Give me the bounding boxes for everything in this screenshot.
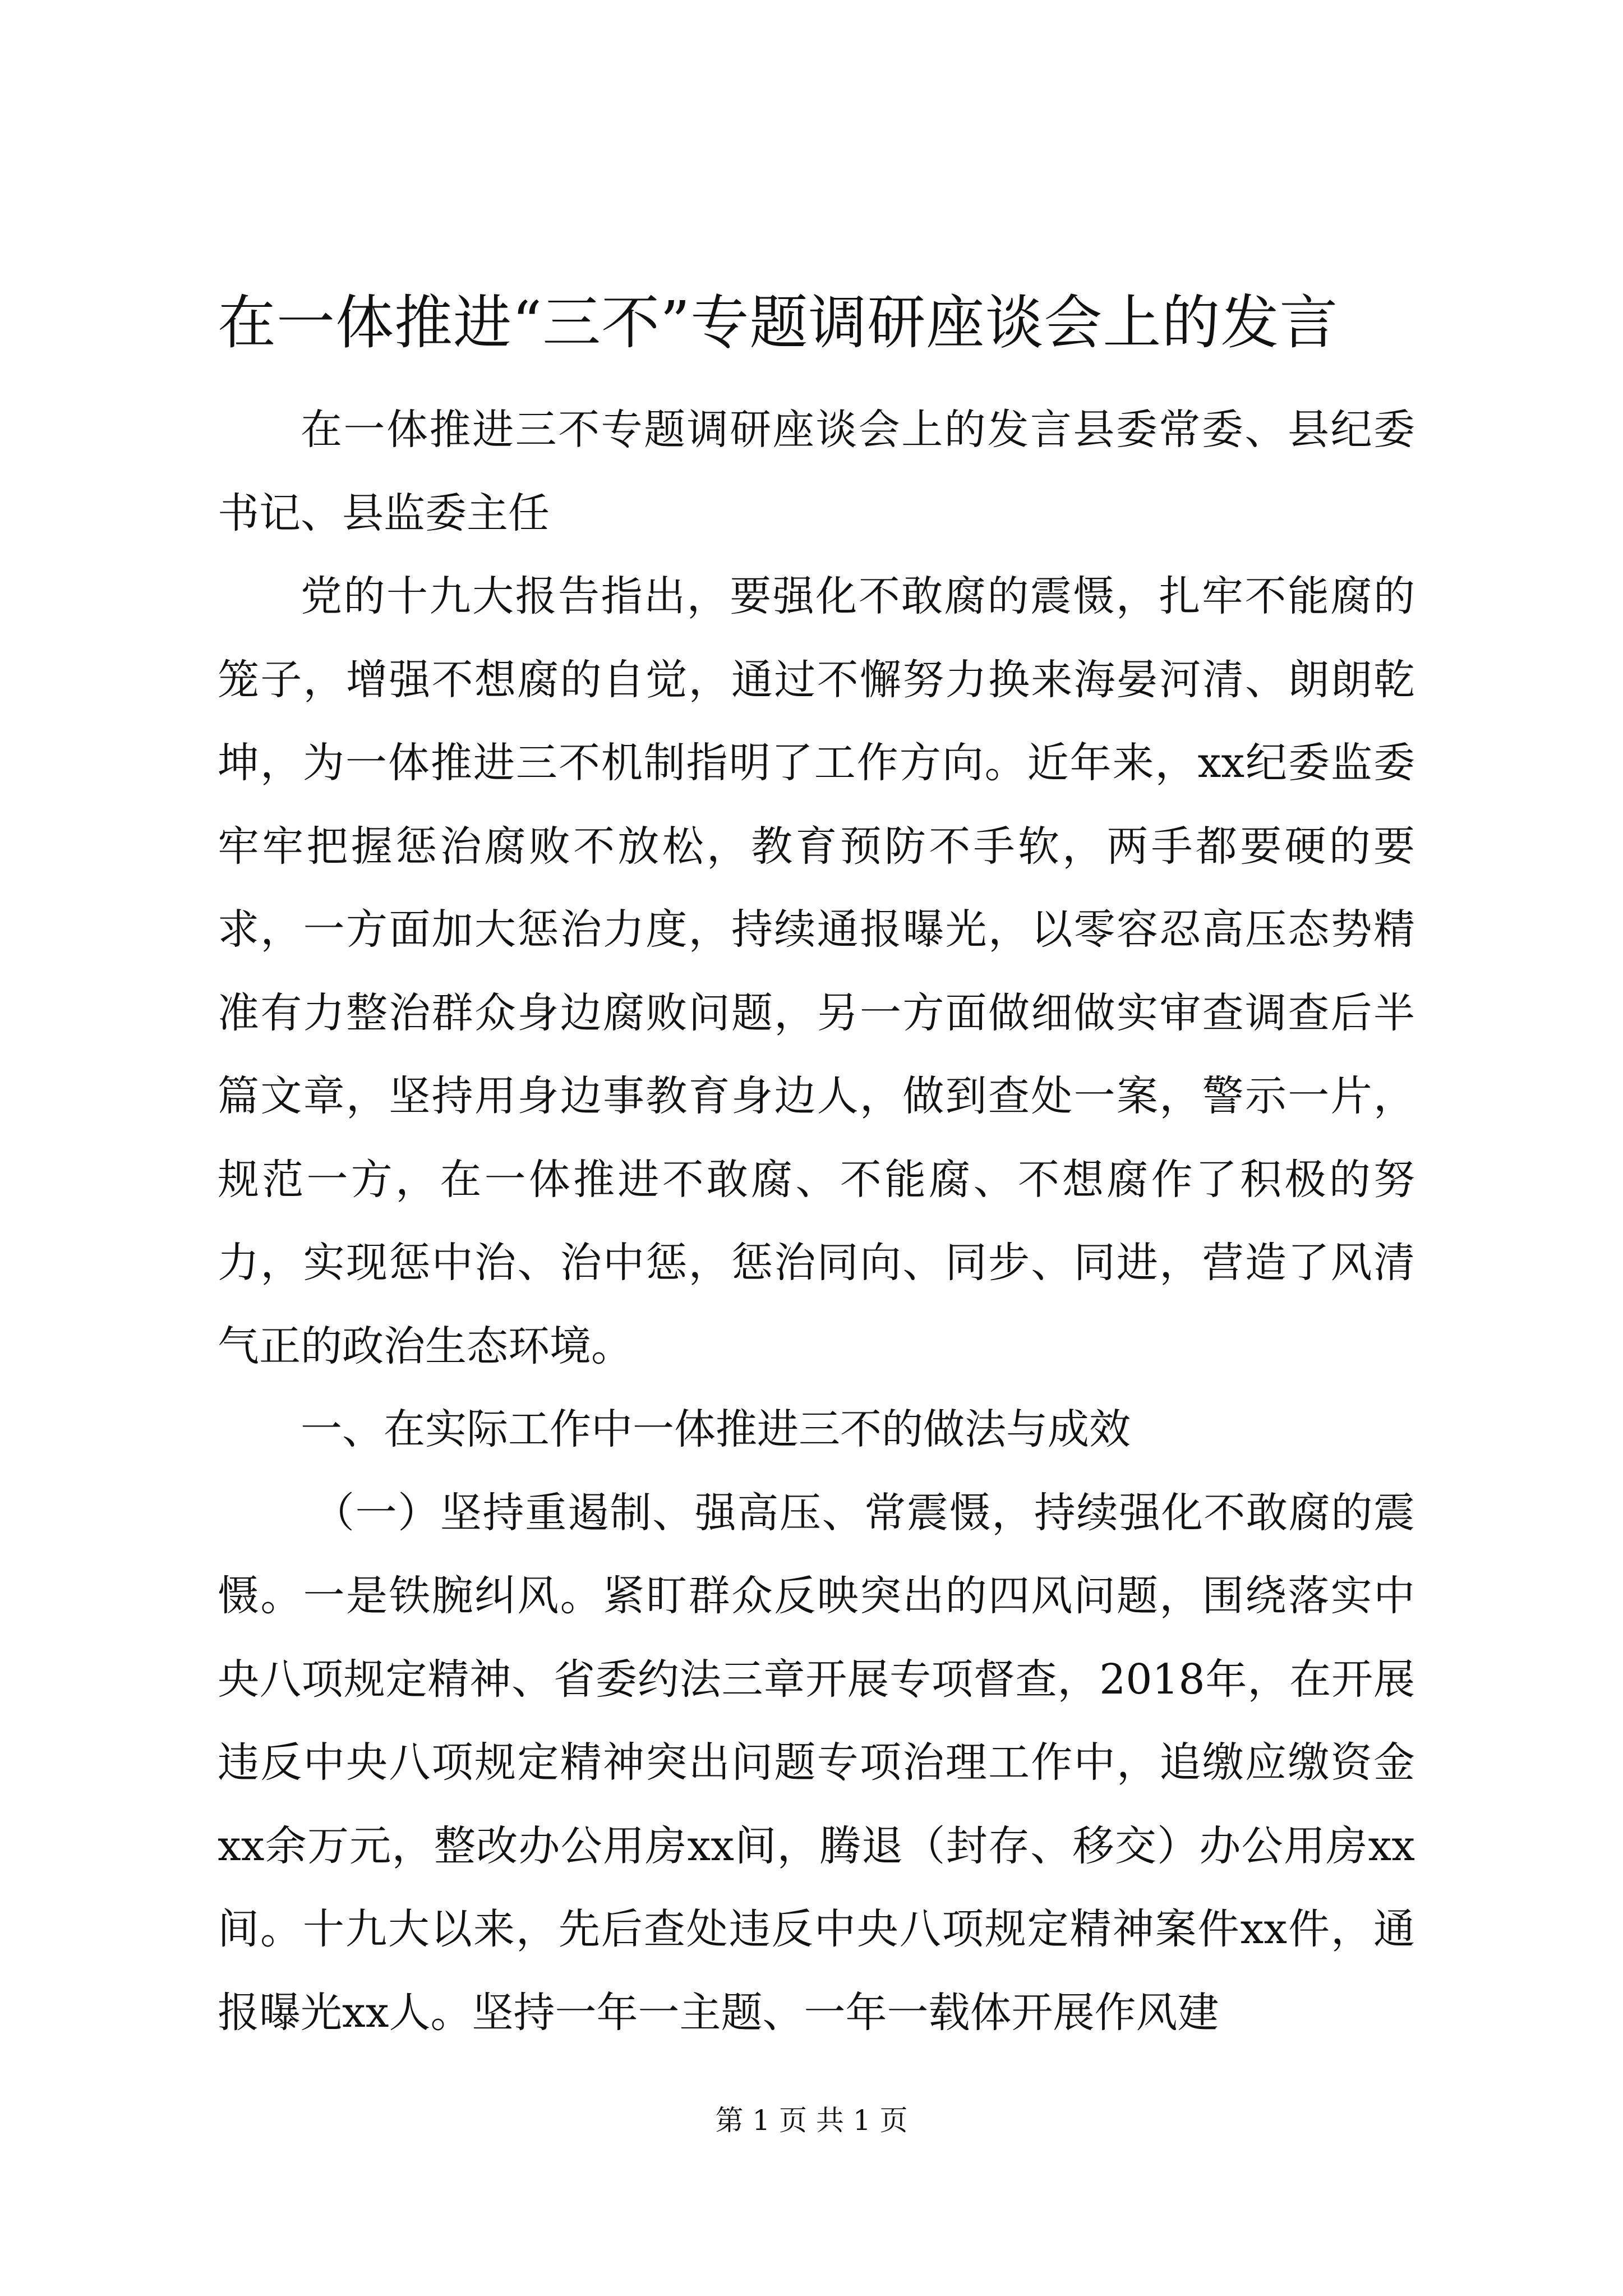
paragraph-subsection-1: （一）坚持重遏制、强高压、常震慑，持续强化不敢腐的震慑。一是铁腕纠风。紧盯群众反映突出的四风问题，围绕落实中央八项规定精神、省委约法三章开展专项督查，2018年，在开展违反中央八项规定精神突出问题专项治理工作中，追缴应缴资金xx余万元，整改办公用房xx间，腾退（封存、移交）办公用房xx间。十九大以来，先后查处违反中央八项规定精神案件xx件，通报曝光xx人。坚持一年一主题、一年一载体开展作风建 [218, 1488, 1415, 2037]
document-title: 在一体推进“三不”专题调研座谈会上的发言 [218, 288, 1339, 357]
page-footer: 第 1 页 共 1 页 [715, 2104, 908, 2137]
document-body [218, 388, 1415, 2054]
section-heading: 一、在实际工作中一体推进三不的做法与成效 [301, 1405, 1131, 1453]
paragraph-intro: 党的十九大报告指出，要强化不敢腐的震慑，扎牢不能腐的笼子，增强不想腐的自觉，通过不懈努力换来海晏河清、朗朗乾坤，为一体推进三不机制指明了工作方向。近年来，xx纪委监委牢牢把握惩治腐败不放松，教育预防不手软，两手都要硬的要求，一方面加大惩治力度，持续通报曝光，以零容忍高压态势精准有力整治群众身边腐败问题，另一方面做细做实审查调查后半篇文章，坚持用身边事教育身边人，做到查处一案，警示一片，规范一方，在一体推进不敢腐、不能腐、不想腐作了积极的努力，实现惩中治、治中惩，惩治同向、同步、同进，营造了风清气正的政治生态环境。 [218, 572, 1415, 1370]
paragraph-subtitle: 在一体推进三不专题调研座谈会上的发言县委常委、县纪委书记、县监委主任 [218, 406, 1415, 537]
